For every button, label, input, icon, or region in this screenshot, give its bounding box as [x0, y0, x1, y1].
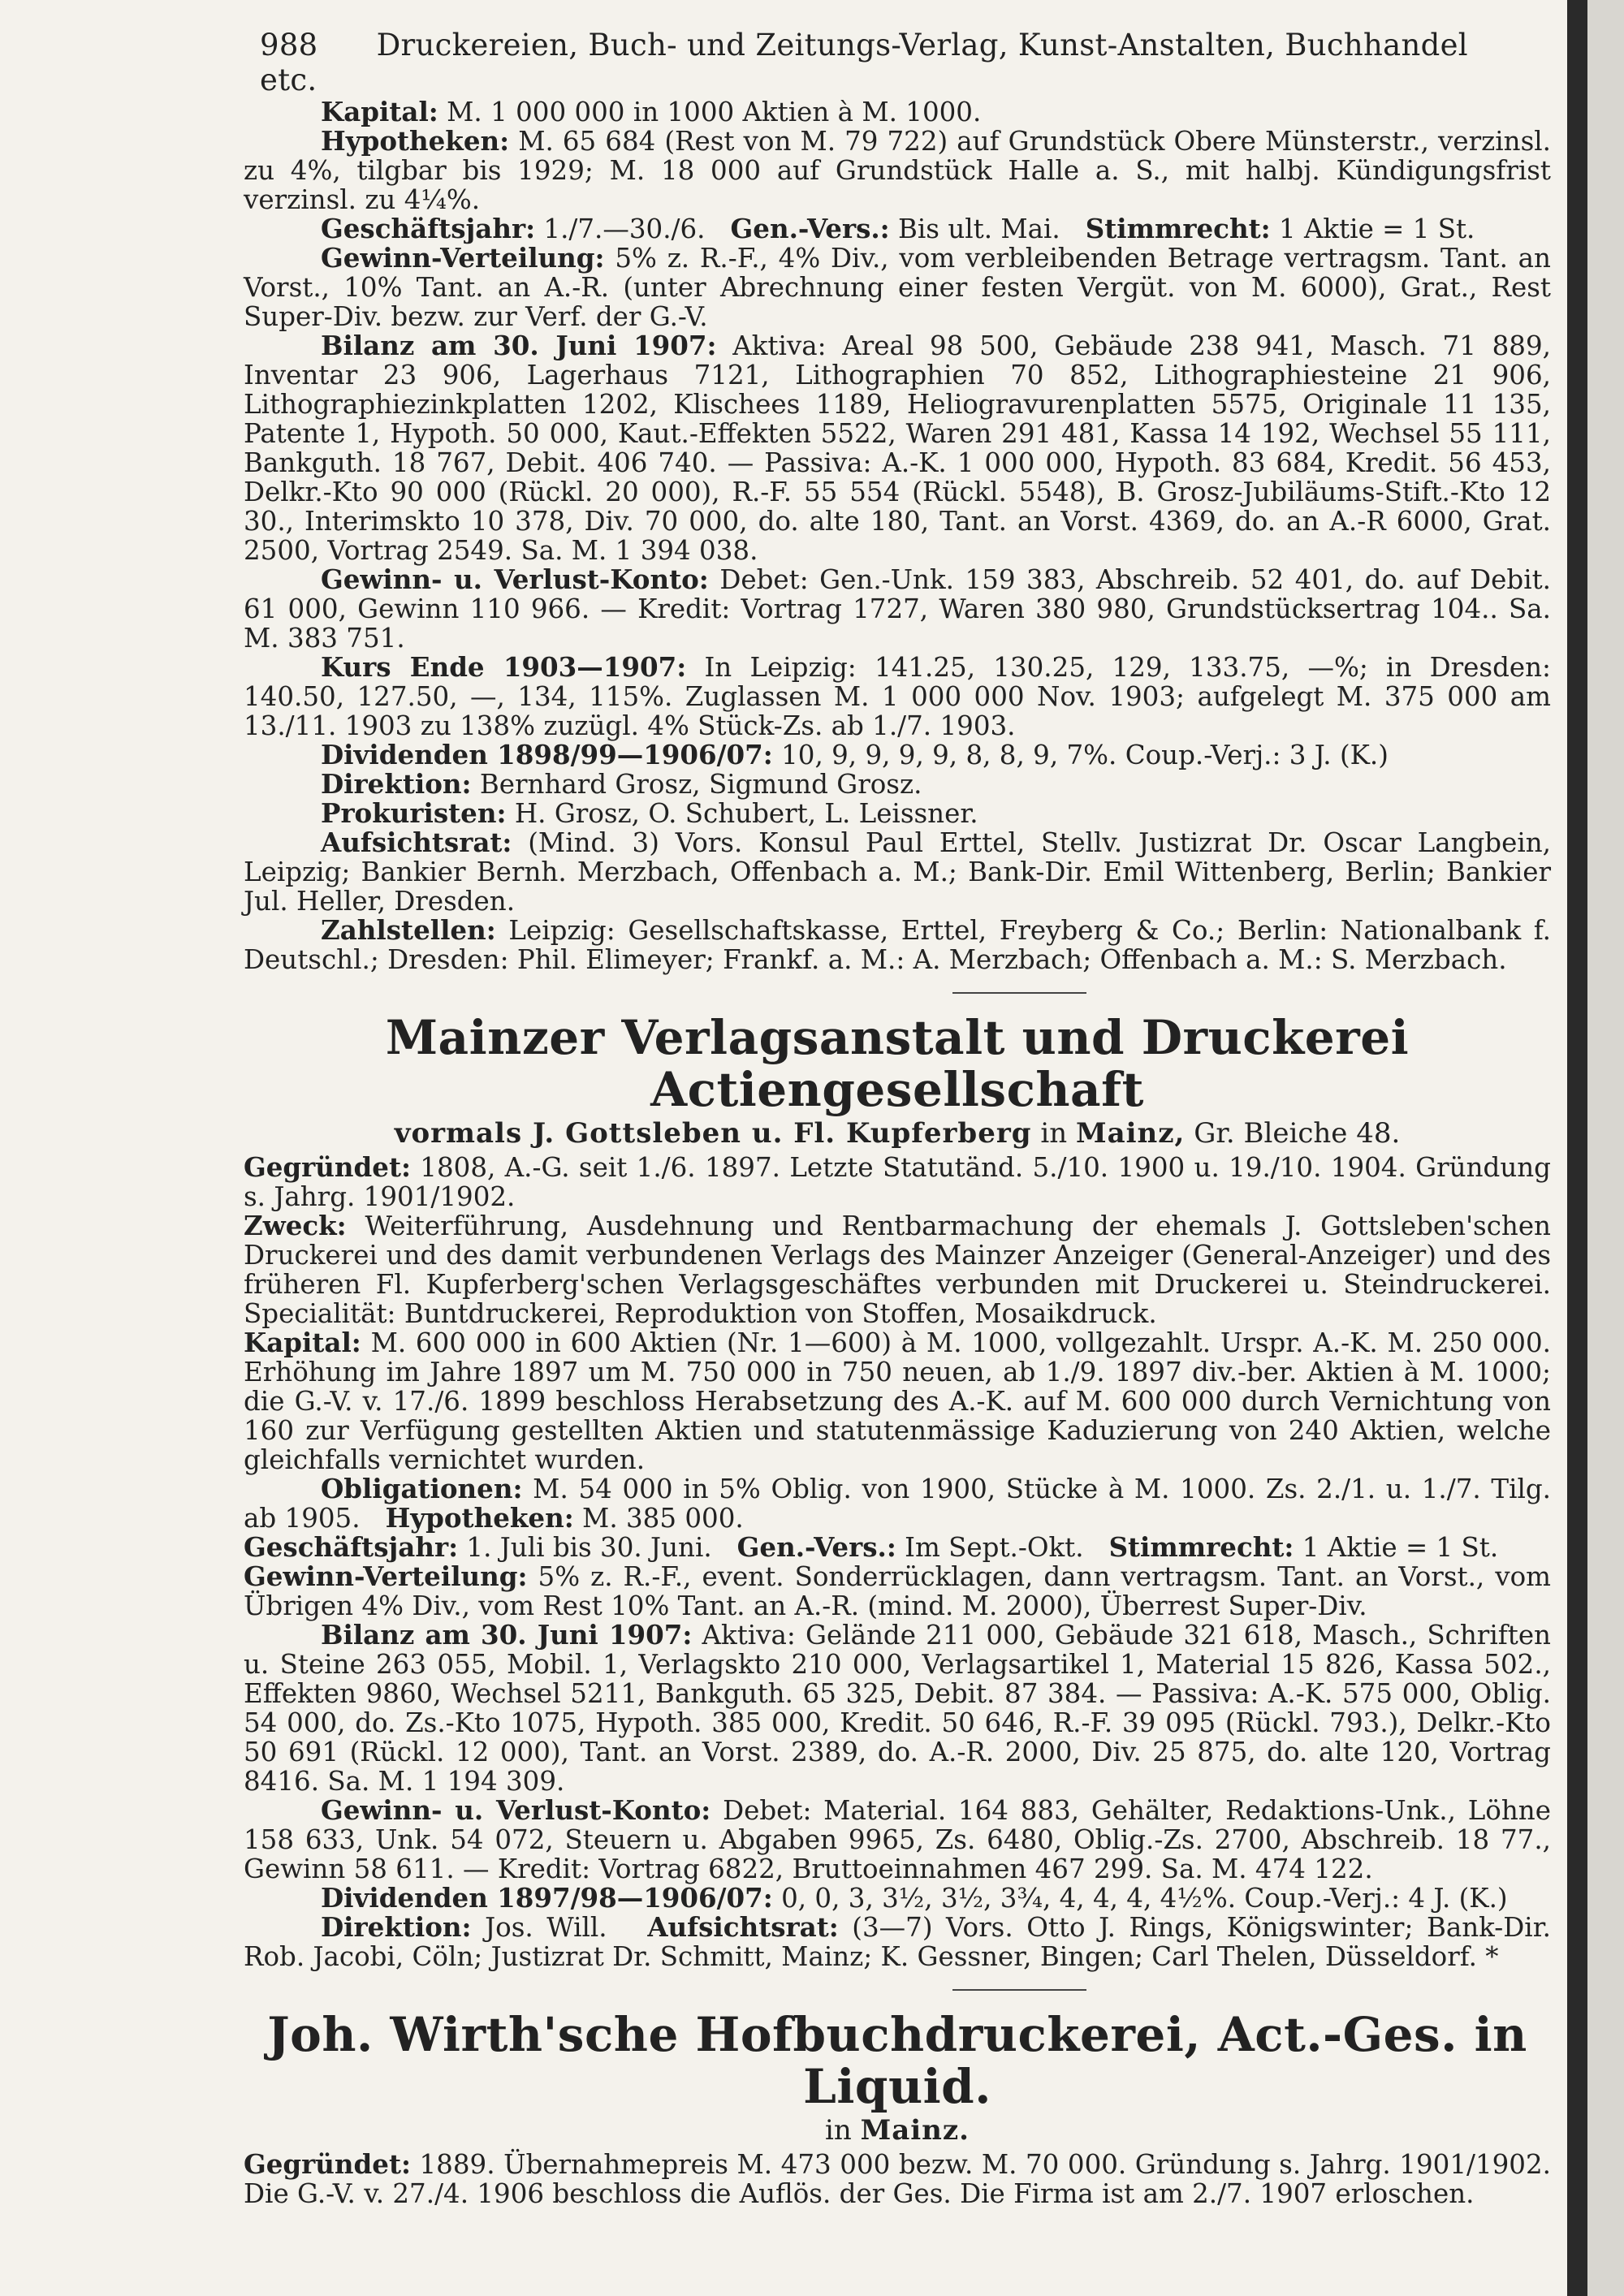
value: 10, 9, 9, 9, 9, 8, 8, 9, 7%. Coup.-Verj.: 3 J. (K.) — [781, 740, 1389, 770]
value: Bis ult. Mai. — [898, 214, 1060, 244]
label: Gewinn-Verteilung: — [244, 1560, 528, 1592]
value: Aktiva: Gelände 211 000, Gebäude 321 618, Masch., Schriften u. Steine 263 055, Mobil. 1, Verlagskto 210 000, Verlagsartikel 1, Material 15 826, Kassa 502., Effekten 9860, Wechsel 5211, Bankguth. 65 325, Debit. 87 384. — Passiva: A.-K. 575 000, Oblig. 54 000, do. Zs.-Kto 1075, Hypoth. 385 000, Kredit. 50 646, R.-F. 39 095 (Rückl. 793.), Delkr.-Kto 50 691 (Rückl. 12 000), Tant. an Vorst. 2389, do. A.-R. 2000, Div. 25 875, do. alte 120, Vortrag 8416. Sa. M. 1 194 309. — [244, 1620, 1551, 1797]
e1-guv — [244, 565, 1551, 653]
label: Kapital: — [244, 1327, 361, 1358]
label: Prokuristen: — [321, 797, 507, 829]
label: Direktion: — [321, 1911, 472, 1943]
value: (3—7) Vors. Otto J. Rings, Königswinter; Bank-Dir. Rob. Jacobi, Cöln; Justizrat Dr. Schmitt, Mainz; K. Gessner, Bingen; Carl Thelen, Düsseldorf. * — [244, 1912, 1551, 1972]
e1-dividenden — [244, 740, 1551, 770]
value: 1 Aktie = 1 St. — [1302, 1532, 1499, 1563]
e1-aufsichtsrat — [244, 828, 1551, 916]
subtitle-in: in — [1040, 1117, 1068, 1150]
e2-zweck — [244, 1211, 1551, 1328]
label: Gegründet: — [244, 2148, 411, 2180]
label: Obligationen: — [321, 1473, 523, 1504]
subtitle-in: in — [824, 2114, 852, 2147]
page-edge-shadow — [1567, 0, 1587, 2296]
value: 0, 0, 3, 3½, 3½, 3¾, 4, 4, 4, 4½%. Coup.-Verj.: 4 J. (K.) — [781, 1883, 1508, 1914]
label: Zahlstellen: — [321, 914, 496, 946]
value: 1. Juli bis 30. Juni. — [466, 1532, 712, 1563]
e1-gewinnverteilung — [244, 244, 1551, 331]
entries — [244, 97, 1551, 2208]
label: Geschäftsjahr: — [244, 1531, 459, 1563]
page-number: 988 — [260, 28, 318, 63]
e1-hypotheken — [244, 127, 1551, 214]
e2-gegruendet — [244, 1153, 1551, 1211]
label: Dividenden 1897/98—1906/07: — [321, 1882, 773, 1914]
value: M. 1 000 000 in 1000 Aktien à M. 1000. — [447, 97, 982, 127]
value: 1889. Übernahmepreis M. 473 000 bezw. M. 70 000. Gründung s. Jahrg. 1901/1902. Die G.-V. v. 27./4. 1906 beschloss die Auflös. der Ges. Die Firma ist am 2./7. 1907 erloschen. — [244, 2149, 1551, 2209]
value: 5% z. R.-F., 4% Div., vom verbleibenden Betrage vertragsm. Tant. an Vorst., 10% Tant. an A.-R. (unter Abrechnung einer festen Vergüt. von M. 6000), Grat., Rest Super-Div. bezw. zur Verf. der G.-V. — [244, 243, 1551, 332]
label: Kurs Ende 1903—1907: — [321, 651, 687, 683]
label: Zweck: — [244, 1210, 347, 1241]
e1-prokuristen — [244, 799, 1551, 828]
label: Geschäftsjahr: — [321, 213, 536, 244]
e1-bilanz — [244, 331, 1551, 565]
e1-geschaeftsjahr — [244, 214, 1551, 244]
e1-zahlstellen — [244, 916, 1551, 974]
e2-obligationen — [244, 1474, 1551, 1533]
e2-gewinnverteilung — [244, 1562, 1551, 1621]
label: Gen.-Vers.: — [736, 1531, 896, 1563]
e2-bilanz — [244, 1621, 1551, 1796]
value: M. 54 000 in 5% Oblig. von 1900, Stücke à M. 1000. Zs. 2./1. u. 1./7. Tilg. ab 1905. — [244, 1474, 1551, 1534]
entry-3 — [244, 2009, 1551, 2208]
label: Gewinn- u. Verlust-Konto: — [321, 1794, 711, 1826]
company-title: Joh. Wirth'sche Hofbuchdruckerei, Act.-Ges. in Liquid. — [267, 2007, 1527, 2114]
value: Im Sept.-Okt. — [905, 1532, 1084, 1563]
company-title: Mainzer Verlagsanstalt und Druckerei Actiengesellschaft — [385, 1010, 1410, 1117]
value: Jos. Will. — [485, 1912, 607, 1943]
separator-rule — [952, 1989, 1086, 1991]
value: H. Grosz, O. Schubert, L. Leissner. — [514, 798, 978, 829]
label: Dividenden 1898/99—1906/07: — [321, 739, 773, 770]
label: Aufsichtsrat: — [321, 826, 512, 858]
label: Gen.-Vers.: — [730, 213, 890, 244]
subtitle-address: Gr. Bleiche 48. — [1194, 1117, 1401, 1150]
value: In Leipzig: 141.25, 130.25, 129, 133.75, —%; in Dresden: 140.50, 127.50, —, 134, 115%. Zuglassen M. 1 000 000 Nov. 1903; aufgelegt M. 375 000 am 13./11. 1903 zu 138% zuzügl. 4% Stück-Zs. ab 1./7. 1903. — [244, 652, 1551, 741]
subtitle-city: Mainz, — [1075, 1117, 1186, 1150]
label: Hypotheken: — [385, 1502, 574, 1534]
label: Stimmrecht: — [1108, 1531, 1294, 1563]
label: Gewinn- u. Verlust-Konto: — [321, 563, 709, 595]
label: Stimmrecht: — [1085, 213, 1271, 244]
value: M. 65 684 (Rest von M. 79 722) auf Grundstück Obere Münsterstr., verzinsl. zu 4%, tilgbar bis 1929; M. 18 000 auf Grundstück Halle a. S., mit halbj. Kündigungsfrist verzinsl. zu 4¼%. — [244, 126, 1551, 215]
company-subtitle — [244, 2114, 1551, 2147]
subtitle-name: vormals J. Gottsleben u. Fl. Kupferberg — [394, 1117, 1032, 1150]
value: M. 600 000 in 600 Aktien (Nr. 1—600) à M. 1000, vollgezahlt. Urspr. A.-K. M. 250 000. Erhöhung im Jahre 1897 um M. 750 000 in 750 neuen, ab 1./9. 1897 div.-ber. Aktien à M. 1000; die G.-V. v. 17./6. 1899 beschloss Herabsetzung des A.-K. auf M. 600 000 durch Vernichtung von 160 zur Verfügung gestellten Aktien und statutenmässige Kaduzierung von 240 Aktien, welche gleichfalls vernichtet wurden. — [244, 1327, 1551, 1475]
value: M. 385 000. — [582, 1503, 744, 1534]
entry-1 — [244, 97, 1551, 974]
label: Hypotheken: — [321, 125, 510, 157]
label: Gewinn-Verteilung: — [321, 242, 605, 274]
e2-guv — [244, 1796, 1551, 1884]
label: Bilanz am 30. Juni 1907: — [321, 1619, 693, 1651]
value: 5% z. R.-F., event. Sonderrücklagen, dann vertragsm. Tant. an Vorst., vom Übrigen 4% Div., vom Rest 10% Tant. an A.-R. (mind. M. 2000), Überrest Super-Div. — [244, 1561, 1551, 1621]
subtitle-city: Mainz. — [860, 2114, 970, 2147]
label: Kapital: — [321, 96, 438, 127]
value: Debet: Material. 164 883, Gehälter, Redaktions-Unk., Löhne 158 633, Unk. 54 072, Steuern u. Abgaben 9965, Zs. 6480, Oblig.-Zs. 2700, Abschreib. 18 77., Gewinn 58 611. — Kredit: Vortrag 6822, Bruttoeinnahmen 467 299. Sa. M. 474 122. — [244, 1795, 1551, 1884]
value: Debet: Gen.-Unk. 159 383, Abschreib. 52 401, do. auf Debit. 61 000, Gewinn 110 966. — Kredit: Vortrag 1727, Waren 380 980, Grundstücksertrag 104.. Sa. M. 383 751. — [244, 564, 1551, 654]
value: 1 Aktie = 1 St. — [1278, 214, 1475, 244]
running-header — [260, 28, 1478, 97]
e2-dividenden — [244, 1884, 1551, 1913]
label: Bilanz am 30. Juni 1907: — [321, 330, 717, 361]
adjacent-page-strip — [1587, 0, 1624, 2296]
running-title: Druckereien, Buch- und Zeitungs-Verlag, Kunst-Anstalten, Buchhandel etc. — [260, 28, 1468, 97]
e2-direktion — [244, 1913, 1551, 1971]
value: Weiterführung, Ausdehnung und Rentbarmachung der ehemals J. Gottsleben'schen Druckerei und des damit verbundenen Verlags des Mainzer Anzeiger (General-Anzeiger) und des früheren Fl. Kupferberg'schen Verlagsgeschäftes verbunden mit Druckerei u. Steindruckerei. Specialität: Buntdruckerei, Reproduktion von Stoffen, Mosaikdruck. — [244, 1211, 1551, 1329]
value: Bernhard Grosz, Sigmund Grosz. — [479, 769, 922, 800]
label: Aufsichtsrat: — [647, 1911, 839, 1943]
value: 1./7.—30./6. — [543, 214, 706, 244]
company-subtitle — [244, 1117, 1551, 1150]
e2-kapital — [244, 1328, 1551, 1474]
e2-geschaeftsjahr — [244, 1533, 1551, 1562]
separator-rule — [952, 992, 1086, 994]
label: Direktion: — [321, 768, 472, 800]
value: Aktiva: Areal 98 500, Gebäude 238 941, Masch. 71 889, Inventar 23 906, Lagerhaus 7121, Lithographien 70 852, Lithographiesteine 21 906, Lithographiezinkplatten 1202, Klischees 1189, Heliogravurenplatten 5575, Originale 11 135, Patente 1, Hypoth. 50 000, Kaut.-Effekten 5522, Waren 291 481, Kassa 14 192, Wechsel 55 111, Bankguth. 18 767, Debit. 406 740. — Passiva: A.-K. 1 000 000, Hypoth. 83 684, Kredit. 56 453, Delkr.-Kto 90 000 (Rückl. 20 000), R.-F. 55 554 (Rückl. 5548), B. Grosz-Jubiläums-Stift.-Kto 12 30., Interimskto 10 378, Div. 70 000, do. alte 180, Tant. an Vorst. 4369, do. an A.-R 6000, Grat. 2500, Vortrag 2549. Sa. M. 1 394 038. — [244, 330, 1551, 566]
value: Leipzig: Gesellschaftskasse, Erttel, Freyberg & Co.; Berlin: Nationalbank f. Deutschl.; Dresden: Phil. Elimeyer; Frankf. a. M.: A. Merzbach; Offenbach a. M.: S. Merzbach. — [244, 915, 1551, 975]
value: 1808, A.-G. seit 1./6. 1897. Letzte Statutänd. 5./10. 1900 u. 19./10. 1904. Gründung s. Jahrg. 1901/1902. — [244, 1152, 1551, 1212]
e1-kapital — [244, 97, 1551, 127]
e3-gegruendet — [244, 2150, 1551, 2208]
e1-kurs — [244, 653, 1551, 740]
entry-2 — [244, 1012, 1551, 1971]
label: Gegründet: — [244, 1151, 411, 1183]
value: (Mind. 3) Vors. Konsul Paul Erttel, Stellv. Justizrat Dr. Oscar Langbein, Leipzig; Bankier Bernh. Merzbach, Offenbach a. M.; Bank-Dir. Emil Wittenberg, Berlin; Bankier Jul. Heller, Dresden. — [244, 827, 1551, 917]
e1-direktion — [244, 770, 1551, 799]
